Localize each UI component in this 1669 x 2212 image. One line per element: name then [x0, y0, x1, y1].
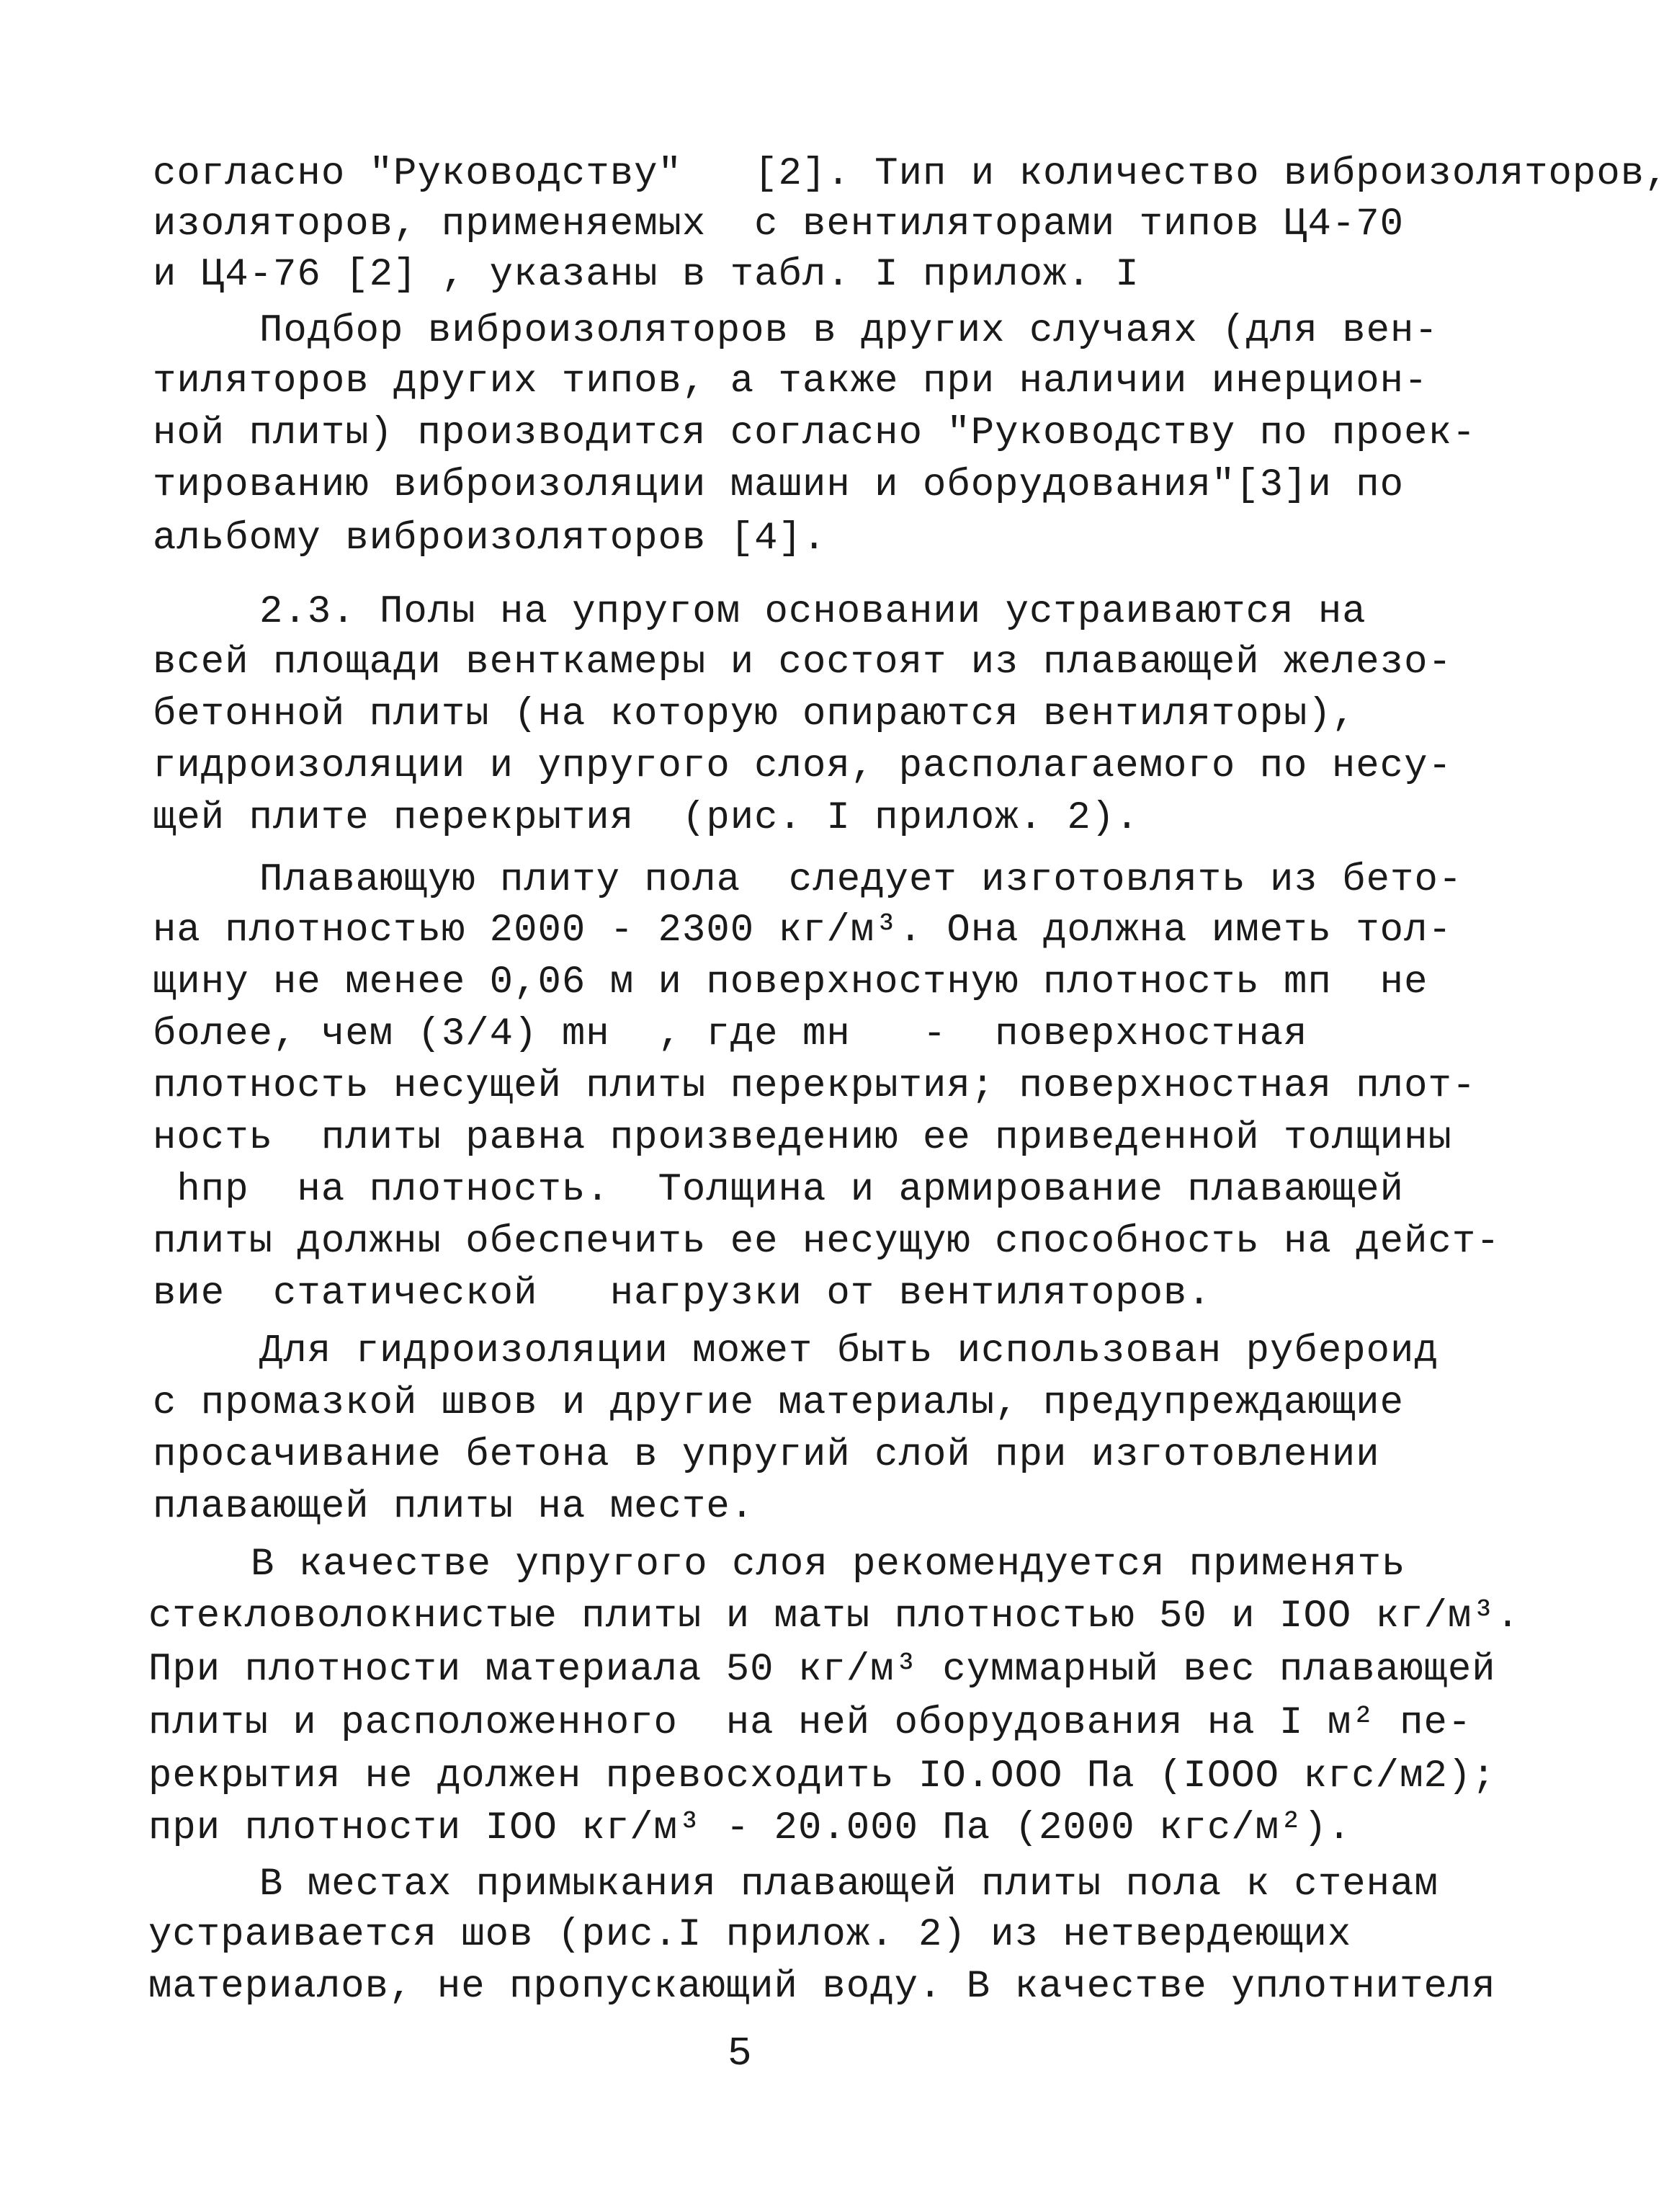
- text-line: стекловолокнистые плиты и маты плотностью 50 и IOO кг/м³.: [148, 1595, 1521, 1638]
- text-line: Подбор виброизоляторов в других случаях (для вен-: [259, 309, 1438, 353]
- text-line: плиты и расположенного на ней оборудования на I м² пе-: [148, 1701, 1472, 1745]
- text-line: щину не менее 0,06 м и поверхностную плотность mп не: [153, 960, 1428, 1004]
- text-line: Для гидроизоляции может быть использован рубероид: [259, 1329, 1438, 1373]
- text-line: плиты должны обеспечить ее несущую способность на дейст-: [153, 1220, 1500, 1264]
- text-line: тированию виброизоляции машин и оборудования"[3]и по: [153, 463, 1405, 507]
- text-line: на плотностью 2000 - 2300 кг/м³. Она должна иметь тол-: [153, 909, 1452, 953]
- text-line: В местах примыкания плавающей плиты пола к стенам: [259, 1863, 1438, 1906]
- text-line: более, чем (3/4) mн , где mн - поверхностная: [153, 1012, 1308, 1056]
- text-line: просачивание бетона в упругий слой при изготовлении: [153, 1433, 1380, 1477]
- text-line: ность плиты равна произведению ее приведенной толщины: [153, 1116, 1452, 1160]
- text-line: и Ц4-76 [2] , указаны в табл. I прилож. I: [153, 253, 1140, 297]
- text-line: ной плиты) производится согласно "Руководству по проек-: [153, 411, 1477, 455]
- text-line: при плотности IOO кг/м³ - 20.000 Па (2000 кгс/м²).: [148, 1806, 1352, 1850]
- text-line: гидроизоляции и упругого слоя, располагаемого по несу-: [153, 744, 1452, 788]
- text-line: тиляторов других типов, а также при наличии инерцион-: [153, 360, 1428, 403]
- text-line: hпр на плотность. Толщина и армирование плавающей: [153, 1168, 1405, 1212]
- text-line: материалов, не пропускающий воду. В качестве уплотнителя: [148, 1965, 1496, 2009]
- text-line: устраивается шов (рис.I прилож. 2) из нетвердеющих: [148, 1913, 1352, 1957]
- text-line: изоляторов, применяемых с вентиляторами типов Ц4-70: [153, 202, 1405, 246]
- text-line: 2.3. Полы на упругом основании устраиваются на: [259, 590, 1366, 634]
- text-line: всей площади венткамеры и состоят из плавающей железо-: [153, 641, 1452, 684]
- text-line: плавающей плиты на месте.: [153, 1485, 755, 1529]
- text-line: согласно "Руководству" [2]. Тип и количество виброизоляторов,: [153, 152, 1669, 196]
- text-line: рекрытия не должен превосходить IO.OOO Па (IOOO кгс/м2);: [148, 1754, 1496, 1798]
- page-number: 5: [728, 2030, 752, 2077]
- text-line: плотность несущей плиты перекрытия; поверхностная плот-: [153, 1064, 1477, 1108]
- text-line: В качестве упругого слоя рекомендуется применять: [251, 1543, 1406, 1587]
- text-line: бетонной плиты (на которую опираются вентиляторы),: [153, 692, 1356, 736]
- text-line: с промазкой швов и другие материалы, предупреждающие: [153, 1381, 1405, 1425]
- text-line: вие статической нагрузки от вентиляторов.: [153, 1272, 1212, 1316]
- text-line: Плавающую плиту пола следует изготовлять из бето-: [259, 858, 1463, 902]
- text-line: альбому виброизоляторов [4].: [153, 517, 827, 561]
- text-line: При плотности материала 50 кг/м³ суммарный вес плавающей: [148, 1648, 1496, 1692]
- text-line: щей плите перекрытия (рис. I прилож. 2).: [153, 796, 1140, 840]
